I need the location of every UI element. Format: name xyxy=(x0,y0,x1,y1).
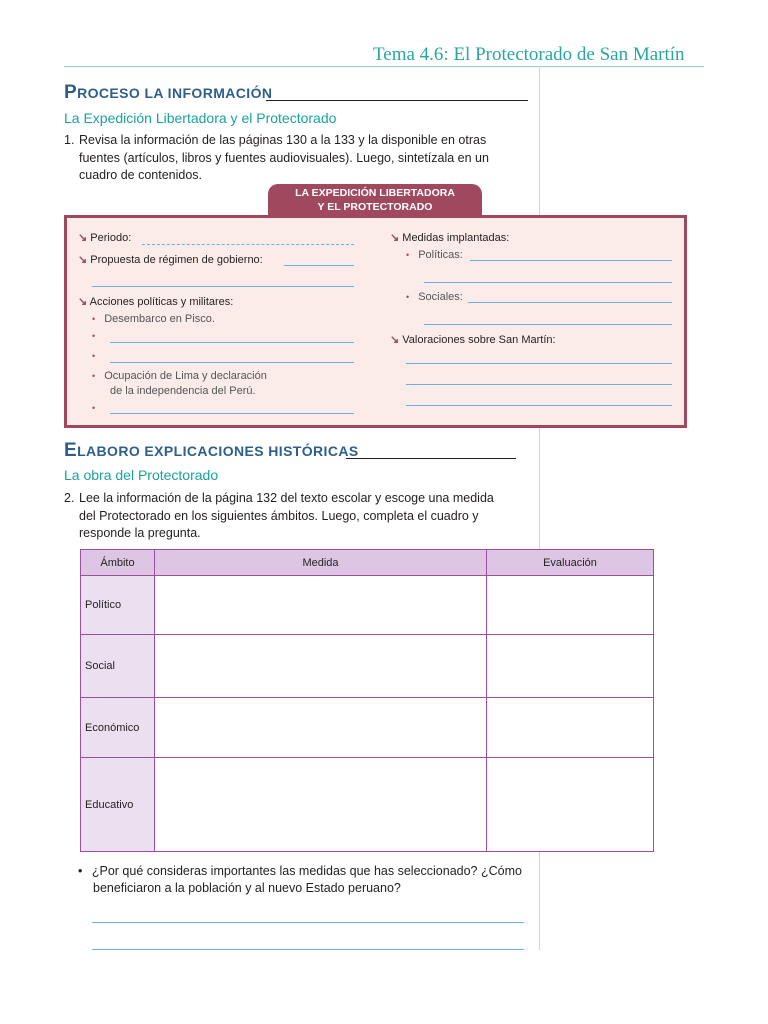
bullet-icon: • xyxy=(92,314,96,324)
accion-bullet xyxy=(92,330,95,342)
accion-item-text: Desembarco en Pisco. xyxy=(104,313,215,325)
question-1-number: 1. xyxy=(64,133,75,147)
question-2-line: Lee la información de la página 132 del texto escolar y escoge una medida xyxy=(79,491,494,505)
medida-sociales-label: Sociales: xyxy=(418,291,463,303)
section-2-title xyxy=(64,440,359,462)
answer-line-accion-5[interactable] xyxy=(110,413,354,414)
field-periodo xyxy=(78,231,131,244)
follow-up-line: beneficiaron a la población y al nuevo Estado peruano? xyxy=(93,881,401,895)
accion-item xyxy=(92,313,215,325)
accion-bullet xyxy=(92,350,95,362)
arrow-icon: ↘ xyxy=(390,232,400,244)
cell-medida[interactable] xyxy=(155,576,487,635)
field-propuesta-label: Propuesta de régimen de gobierno: xyxy=(90,254,263,266)
accion-item-text: de la independencia del Perú. xyxy=(110,385,256,397)
table-row xyxy=(81,576,654,635)
arrow-icon: ↘ xyxy=(390,334,400,346)
field-medidas xyxy=(390,231,509,244)
question-2 xyxy=(64,490,534,544)
bullet-icon: • xyxy=(92,351,96,361)
section-2-title-rest: LABORO EXPLICACIONES HISTÓRICAS xyxy=(77,443,359,459)
answer-line-accion-2[interactable] xyxy=(110,342,354,343)
cell-evaluacion[interactable] xyxy=(487,635,654,698)
field-valoraciones xyxy=(390,333,556,346)
accion-item xyxy=(92,369,267,399)
question-1 xyxy=(64,132,534,186)
section-1-subtitle: La Expedición Libertadora y el Protectorado xyxy=(64,110,337,126)
section-2-title-line xyxy=(346,458,516,459)
table-header-medida: Medida xyxy=(155,550,487,576)
section-1-title-rest: ROCESO LA INFORMACIÓN xyxy=(77,85,273,101)
cell-evaluacion[interactable] xyxy=(487,758,654,852)
field-propuesta xyxy=(78,253,263,266)
answer-line-accion-3[interactable] xyxy=(110,362,354,363)
cell-evaluacion[interactable] xyxy=(487,576,654,635)
answer-line-propuesta-2[interactable] xyxy=(92,286,354,287)
bullet-icon: • xyxy=(92,331,96,341)
row-label-politico: Político xyxy=(81,576,155,635)
cell-medida[interactable] xyxy=(155,758,487,852)
answer-line-valoraciones-1[interactable] xyxy=(406,363,672,364)
bullet-icon: • xyxy=(92,403,96,413)
measures-table xyxy=(80,549,654,852)
table-row xyxy=(81,758,654,852)
row-label-social: Social xyxy=(81,635,155,698)
cell-medida[interactable] xyxy=(155,698,487,758)
section-2-subtitle: La obra del Protectorado xyxy=(64,467,219,483)
answer-line-question-2[interactable] xyxy=(92,949,524,950)
medida-politicas xyxy=(406,249,463,261)
bullet-icon: • xyxy=(406,292,410,302)
answer-line-politicas-2[interactable] xyxy=(424,282,672,283)
box-tab-line: LA EXPEDICIÓN LIBERTADORA xyxy=(295,187,455,199)
question-1-line: cuadro de contenidos. xyxy=(79,168,203,182)
answer-line-politicas[interactable] xyxy=(470,260,672,261)
field-valoraciones-label: Valoraciones sobre San Martín: xyxy=(402,334,556,346)
accion-item-text: Ocupación de Lima y declaración xyxy=(104,370,267,382)
follow-up-line: ¿Por qué consideras importantes las medidas que has seleccionado? ¿Cómo xyxy=(91,864,522,878)
cell-evaluacion[interactable] xyxy=(487,698,654,758)
field-periodo-label: Periodo: xyxy=(90,232,132,244)
row-label-educativo: Educativo xyxy=(81,758,155,852)
section-2-title-cap: E xyxy=(64,440,78,461)
question-2-text xyxy=(79,490,494,543)
question-1-text xyxy=(79,132,489,185)
arrow-icon: ↘ xyxy=(78,254,88,266)
box-tab-line: Y EL PROTECTORADO xyxy=(317,201,433,213)
cell-medida[interactable] xyxy=(155,635,487,698)
answer-line-propuesta[interactable] xyxy=(284,265,354,266)
arrow-icon: ↘ xyxy=(78,296,88,308)
question-2-number: 2. xyxy=(64,491,75,505)
field-acciones xyxy=(78,295,233,308)
accion-bullet xyxy=(92,402,95,414)
answer-line-sociales[interactable] xyxy=(468,302,672,303)
table-header-evaluacion: Evaluación xyxy=(487,550,654,576)
table-row xyxy=(81,698,654,758)
header-rule xyxy=(64,66,704,67)
answer-line-periodo[interactable] xyxy=(142,244,354,245)
answer-line-valoraciones-2[interactable] xyxy=(406,384,672,385)
field-acciones-label: Acciones políticas y militares: xyxy=(89,296,234,308)
answer-line-question-1[interactable] xyxy=(92,922,524,923)
section-1-title-line xyxy=(266,100,528,101)
question-2-line: responde la pregunta. xyxy=(79,526,201,540)
question-1-line: fuentes (artículos, libros y fuentes audiovisuales). Luego, sintetízala en un xyxy=(79,150,489,165)
follow-up-question xyxy=(78,863,538,897)
bullet-icon: • xyxy=(78,864,83,878)
table-row xyxy=(81,635,654,698)
bullet-icon: • xyxy=(92,371,96,381)
question-1-line: Revisa la información de las páginas 130 a la 133 y la disponible en otras xyxy=(79,133,487,147)
medida-politicas-label: Políticas: xyxy=(418,249,463,261)
table-header-row xyxy=(81,550,654,576)
section-1-title-cap: P xyxy=(64,82,78,103)
medida-sociales xyxy=(406,291,463,303)
topic-title: Tema 4.6: El Protectorado de San Martín xyxy=(373,44,685,65)
box-tab xyxy=(268,184,482,217)
question-2-line: del Protectorado en los siguientes ámbitos. Luego, completa el cuadro y xyxy=(79,508,479,523)
answer-line-sociales-2[interactable] xyxy=(424,324,672,325)
bullet-icon: • xyxy=(406,250,410,260)
row-label-economico: Económico xyxy=(81,698,155,758)
field-medidas-label: Medidas implantadas: xyxy=(402,232,510,244)
section-1-title xyxy=(64,82,272,104)
table-header-ambito: Ámbito xyxy=(81,550,155,576)
arrow-icon: ↘ xyxy=(78,232,88,244)
answer-line-valoraciones-3[interactable] xyxy=(406,405,672,406)
